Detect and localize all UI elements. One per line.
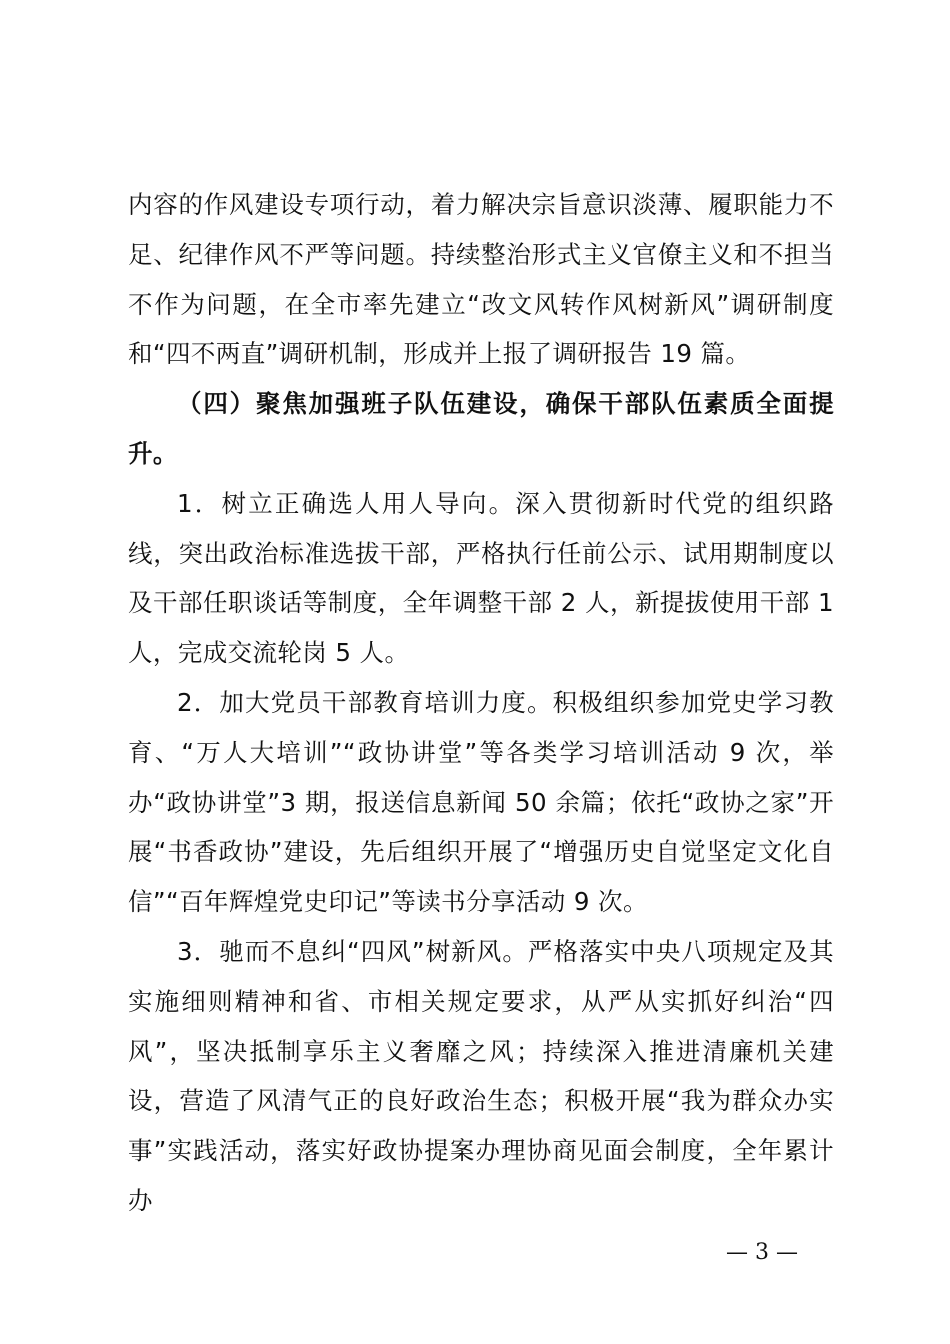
paragraph-item-1: 1．树立正确选人用人导向。深入贯彻新时代党的组织路线，突出政治标准选拔干部，严格执行任前公示、试用期制度以及干部任职谈话等制度，全年调整干部 2 人，新提拔使用干部 1 人，完成交流轮岗 5 人。 bbox=[128, 488, 834, 668]
paragraph-continuation: 内容的作风建设专项行动，着力解决宗旨意识淡薄、履职能力不足、纪律作风不严等问题。持续整治形式主义官僚主义和不担当不作为问题，在全市率先建立“改文风转作风树新风”调研制度和“四不两直”调研机制，形成并上报了调研报告 19 篇。 bbox=[128, 190, 834, 369]
document-body bbox=[128, 180, 834, 1226]
page-number: — 3 — bbox=[726, 1240, 798, 1265]
paragraph-item-2: 2．加大党员干部教育培训力度。积极组织参加党史学习教育、“万人大培训”“政协讲堂”等各类学习培训活动 9 次，举办“政协讲堂”3 期，报送信息新闻 50 余篇；依托“政协之家”开展“书香政协”建设，先后组织开展了“增强历史自觉坚定文化自信”“百年辉煌党史印记”等读书分享活动 9 次。 bbox=[128, 687, 834, 917]
paragraph-item-3: 3．驰而不息纠“四风”树新风。严格落实中央八项规定及其实施细则精神和省、市相关规定要求，从严从实抓好纠治“四风”，坚决抵制享乐主义奢靡之风；持续深入推进清廉机关建设，营造了风清气正的良好政治生态；积极开展“我为群众办实事”实践活动，落实好政协提案办理协商见面会制度，全年累计办 bbox=[128, 936, 834, 1215]
section-heading: （四）聚焦加强班子队伍建设，确保干部队伍素质全面提升。 bbox=[128, 389, 834, 468]
